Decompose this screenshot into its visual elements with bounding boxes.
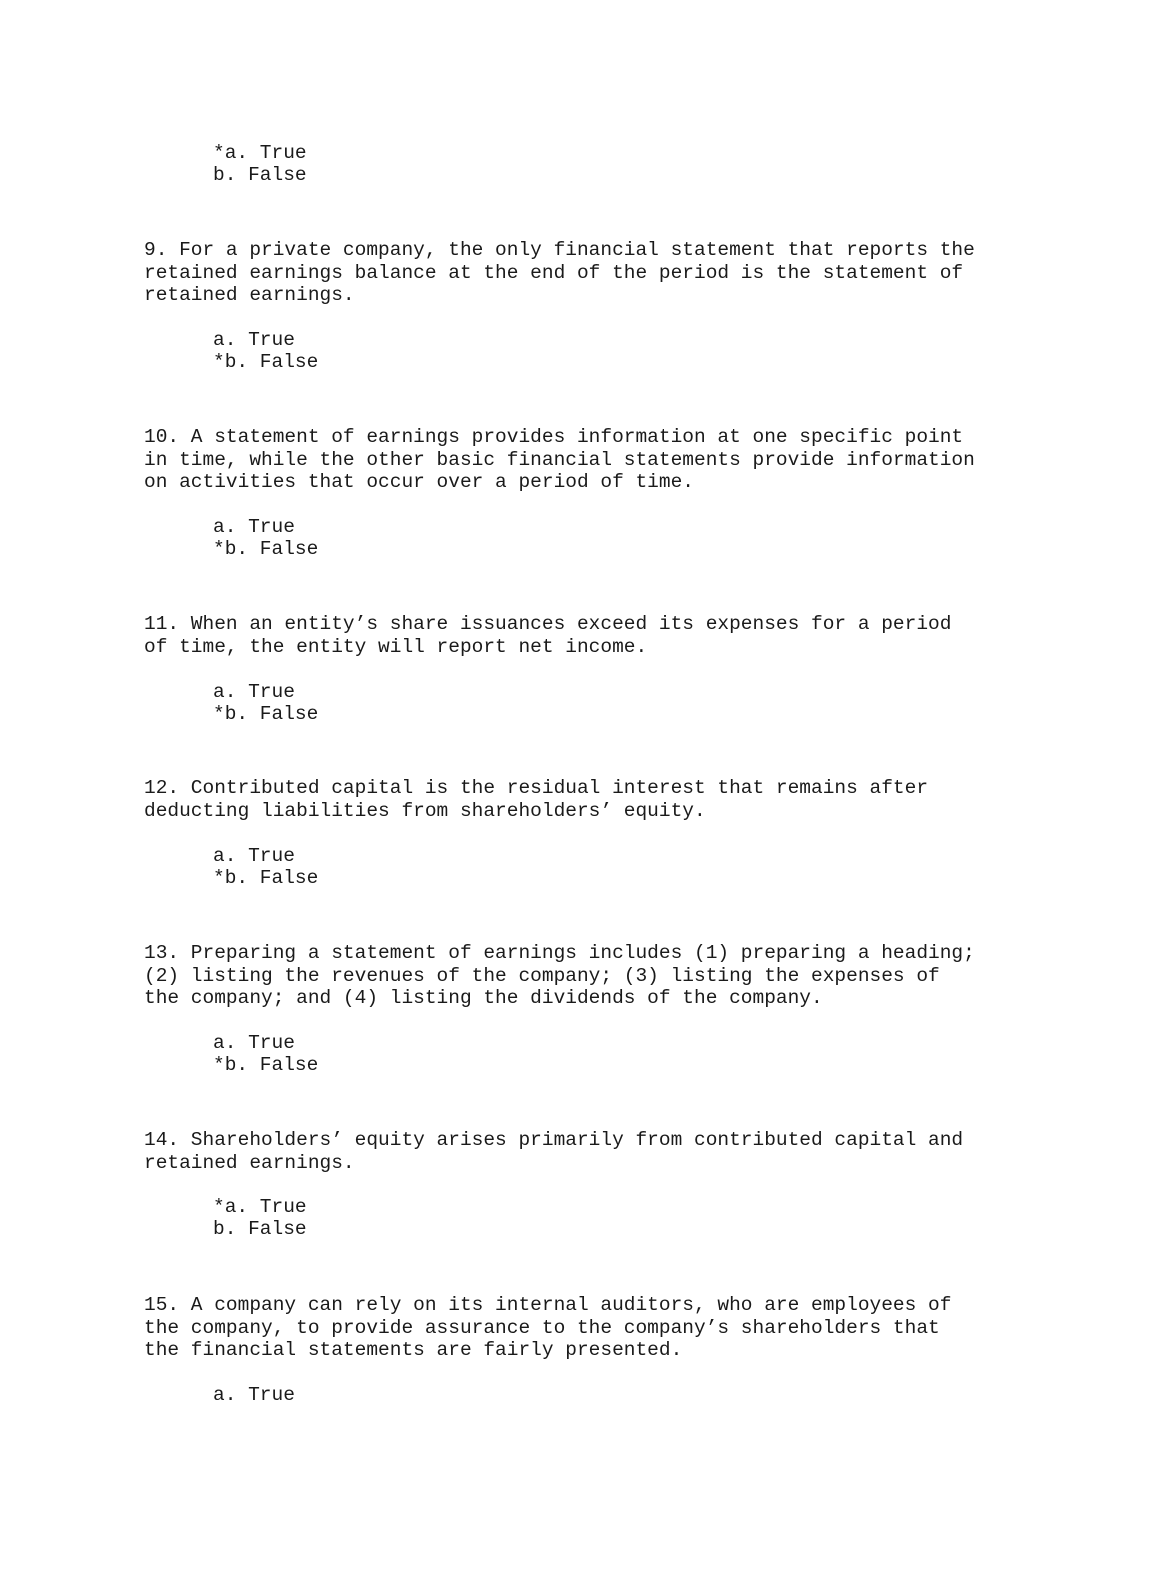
question-text: 12. Contributed capital is the residual interest that remains after deducting liabilities from shareholders’ equity. (144, 777, 929, 822)
question-15 (144, 1294, 1024, 1362)
question-9 (144, 239, 1024, 307)
lead-option-a: *a. True (213, 142, 307, 164)
question-text: 11. When an entity’s share issuances exceed its expenses for a period of time, the entity will report net income. (144, 613, 952, 658)
question-12-option-a: a. True (213, 845, 295, 867)
question-12 (144, 777, 1024, 822)
question-text: 10. A statement of earnings provides information at one specific point in time, while the other basic financial statements provide information on activities that occur over a period of time. (144, 426, 975, 493)
question-14-option-b: b. False (213, 1218, 307, 1240)
question-13-option-b: *b. False (213, 1054, 319, 1076)
question-text: 15. A company can rely on its internal auditors, who are employees of the company, to provide assurance to the company’s shareholders that the financial statements are fairly presented. (144, 1294, 952, 1361)
question-11-option-a: a. True (213, 681, 295, 703)
question-15-option-a: a. True (213, 1384, 295, 1406)
question-14 (144, 1129, 1024, 1174)
question-text: 13. Preparing a statement of earnings includes (1) preparing a heading; (2) listing the revenues of the company; (3) listing the expenses of the company; and (4) listing the dividends of the company. (144, 942, 975, 1009)
question-12-option-b: *b. False (213, 867, 319, 889)
question-11 (144, 613, 1024, 658)
question-10-option-a: a. True (213, 516, 295, 538)
question-10-option-b: *b. False (213, 538, 319, 560)
question-14-option-a: *a. True (213, 1196, 307, 1218)
question-9-option-b: *b. False (213, 351, 319, 373)
question-text: 9. For a private company, the only financial statement that reports the retained earnings balance at the end of the period is the statement of retained earnings. (144, 239, 975, 306)
question-10 (144, 426, 1024, 494)
question-13-option-a: a. True (213, 1032, 295, 1054)
question-11-option-b: *b. False (213, 703, 319, 725)
question-13 (144, 942, 1024, 1010)
question-text: 14. Shareholders’ equity arises primarily from contributed capital and retained earnings. (144, 1129, 964, 1174)
lead-option-b: b. False (213, 164, 307, 186)
question-9-option-a: a. True (213, 329, 295, 351)
